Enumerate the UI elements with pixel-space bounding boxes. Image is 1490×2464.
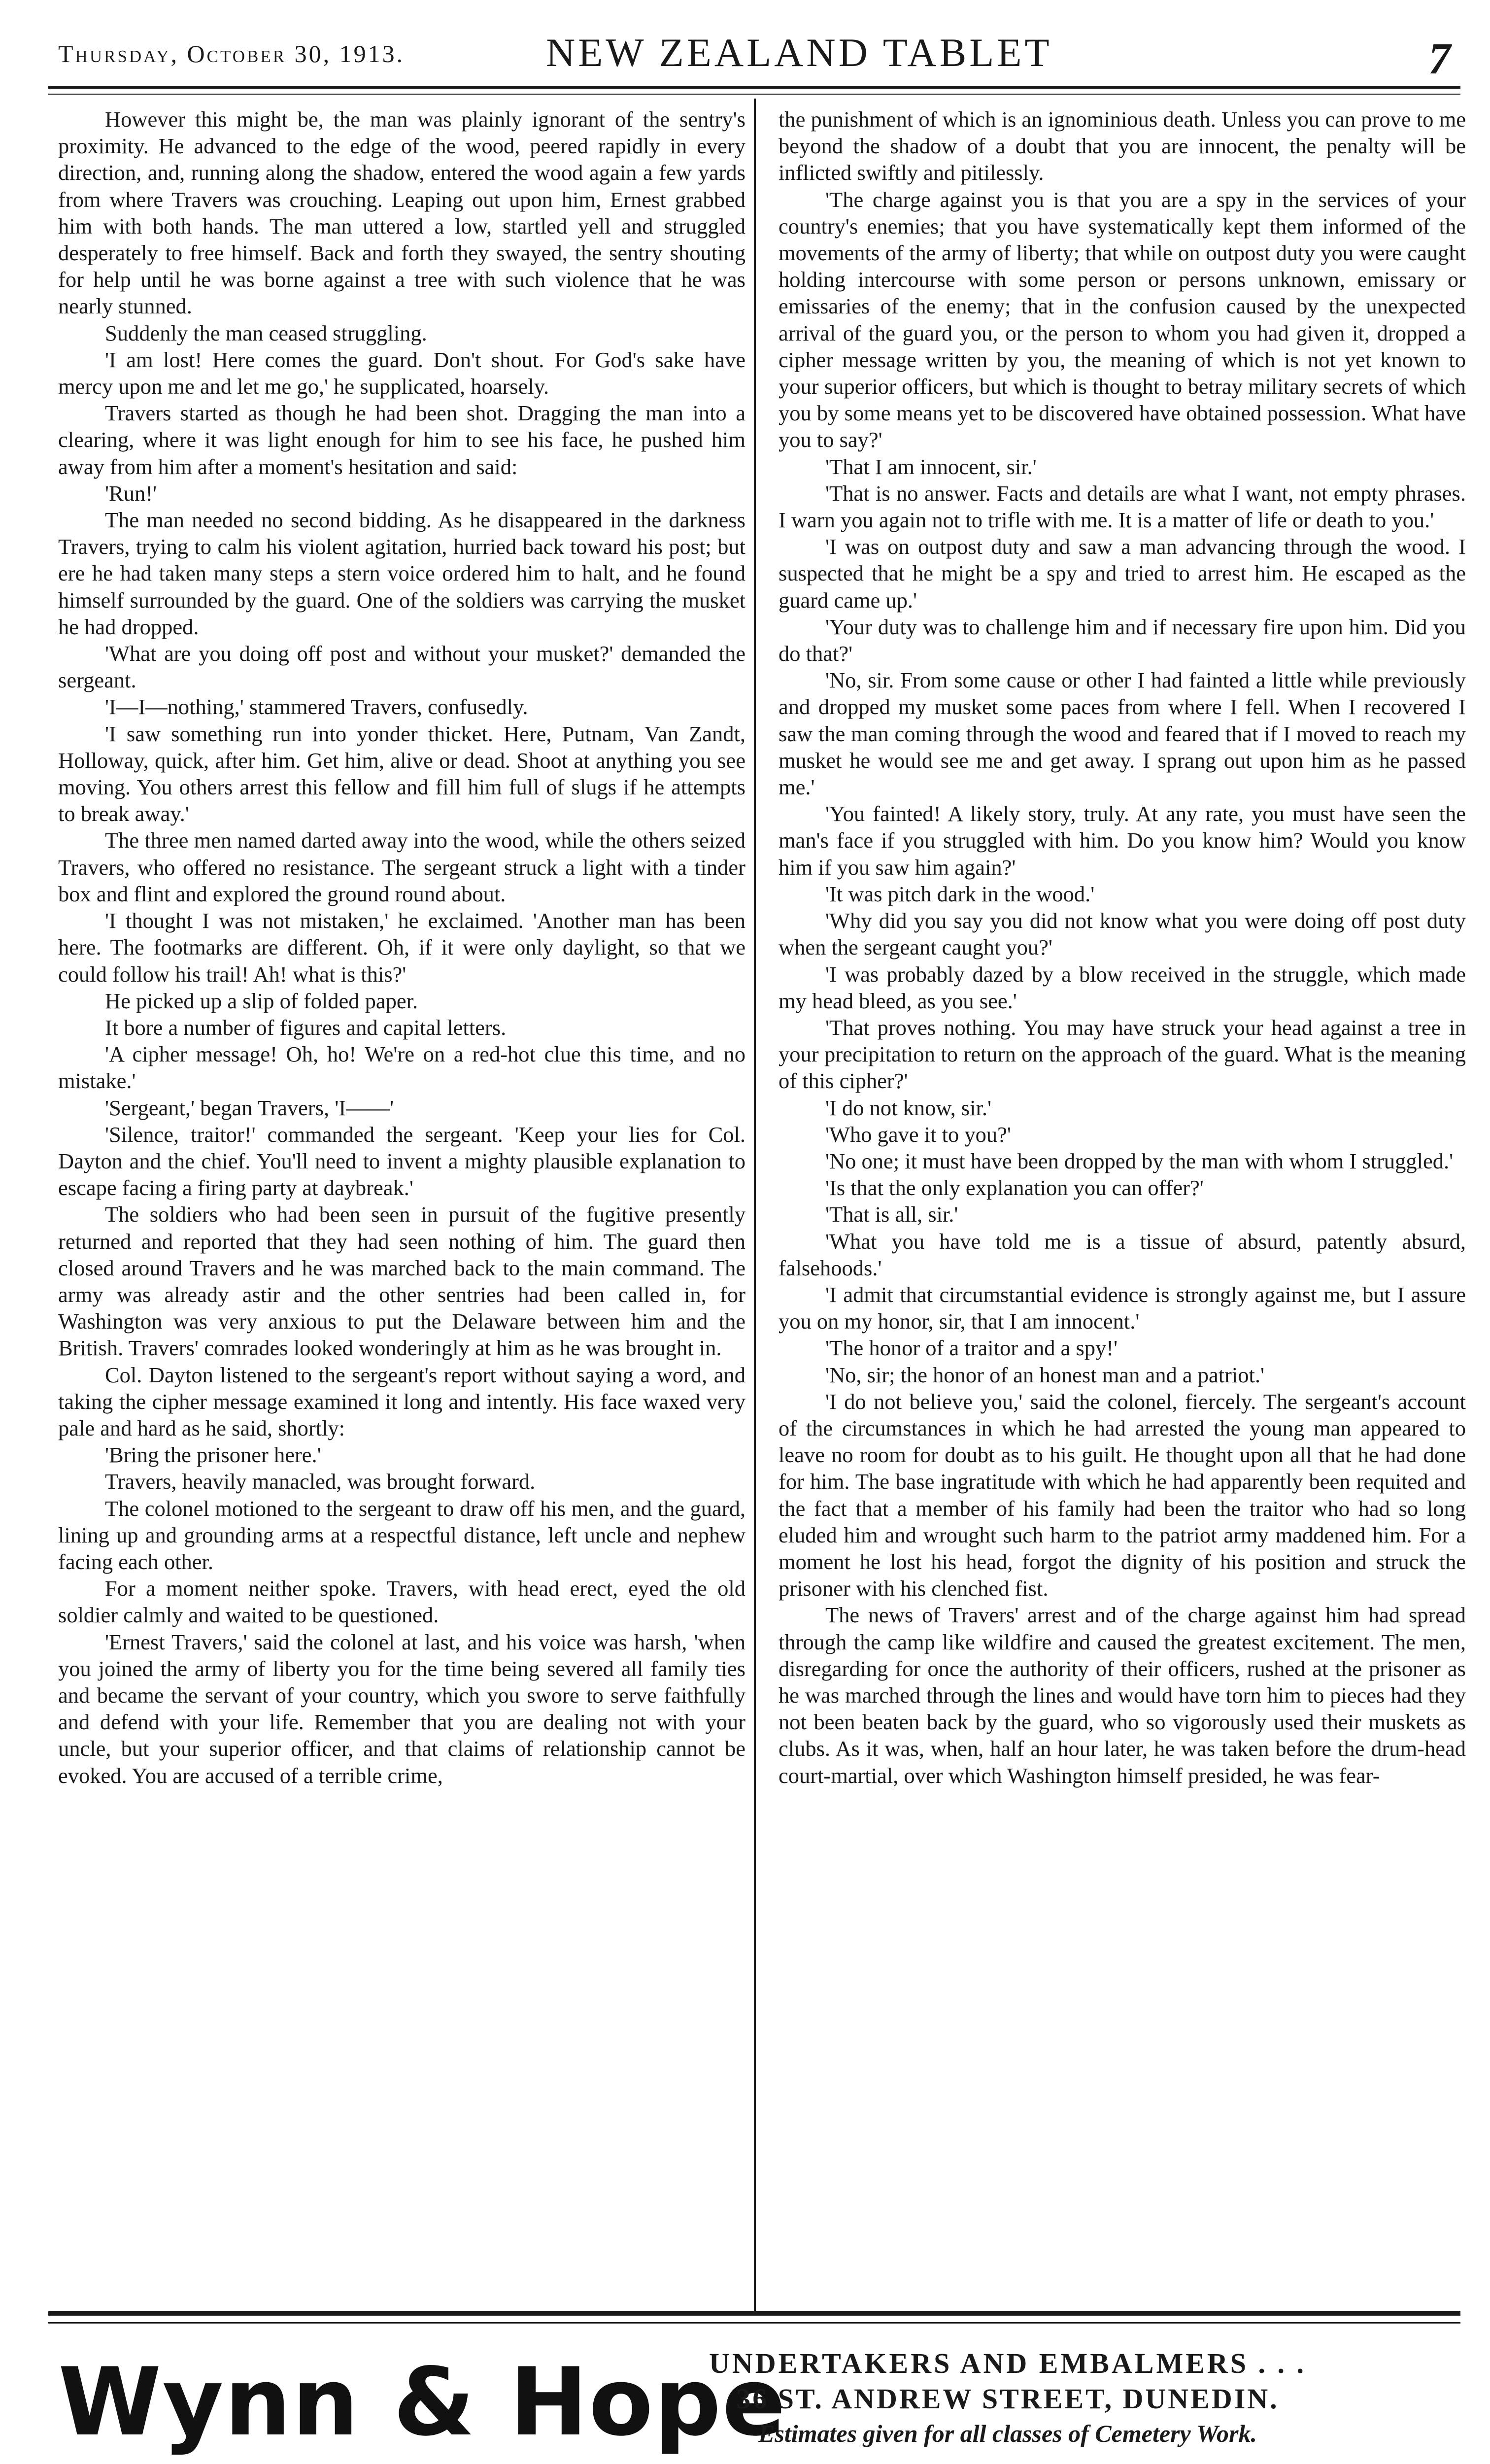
paragraph: However this might be, the man was plainly ignorant of the sentry's proximity. He advanced to the edge of the wood, peered rapidly in every direction, and, running along the shadow, entered the wood again a few yards from where Travers was crouching. Leaping out upon him, Ernest grabbed him with both hands. The man uttered a low, startled yell and struggled desperately to free himself. Back and forth they swayed, the sentry shouting for help until he was borne against a tree with such violence that he was nearly stunned. bbox=[58, 107, 745, 319]
advertisement-line-estimates: Estimates given for all classes of Cemetery Work. bbox=[758, 2420, 1257, 2447]
paragraph: 'What you have told me is a tissue of absurd, patently absurd, falsehoods.' bbox=[779, 1229, 1466, 1280]
header-rule bbox=[48, 86, 1460, 89]
paragraph: Travers, heavily manacled, was brought forward. bbox=[105, 1469, 536, 1494]
paragraph: 'That I am innocent, sir.' bbox=[825, 454, 1037, 479]
paragraph: 'I was probably dazed by a blow received in the struggle, which made my head bleed, as you see.' bbox=[779, 961, 1466, 1013]
paragraph: 'The charge against you is that you are a spy in the services of your country's enemies; that you have systematically kept them informed of the movements of the army of liberty; that while on outpost duty you were caught holding intercourse with some person or persons unknown, emissary or emissaries of the enemy; that in the confusion caused by the unexpected arrival of the guard you, or the person to whom you had given it, dropped a cipher message written by you, the meaning of which is not yet known to your superior officers, but which is thought to betray military secrets of which you by some means yet to be discovered have obtained possession. What have you to say?' bbox=[779, 187, 1466, 452]
paragraph: 'A cipher message! Oh, ho! We're on a red-hot clue this time, and no mistake.' bbox=[58, 1042, 745, 1094]
paragraph: 'I was on outpost duty and saw a man advancing through the wood. I suspected that he might be a spy and tried to arrest him. He escaped as the guard came up.' bbox=[779, 534, 1466, 613]
paragraph: The soldiers who had been seen in pursuit of the fugitive presently returned and reported that they had seen nothing of him. The guard then closed around Travers and he was marched back to the main command. The army was already astir and the other sentries had been called in, for Washington was very anxious to put the Delaware between him and the British. Travers' comrades looked wonderingly at him as he was brought in. bbox=[58, 1202, 745, 1361]
paragraph: The three men named darted away into the wood, while the others seized Travers, who offered no resistance. The sergeant struck a light with a tinder box and flint and explored the ground round about. bbox=[58, 828, 745, 906]
issue-date: Thursday, October 30, 1913. bbox=[58, 40, 405, 68]
advertisement-text bbox=[626, 2346, 1389, 2450]
footer-rule-thin bbox=[48, 2322, 1460, 2324]
paragraph: 'Is that the only explanation you can offer?' bbox=[825, 1175, 1204, 1200]
right-column-lead-paragraph: the punishment of which is an ignominious death. Unless you can prove to me beyond the shadow of a doubt that you are innocent, the penalty will be inflicted swiftly and pitilessly. bbox=[779, 107, 1466, 185]
paragraph: 'Sergeant,' began Travers, 'I——' bbox=[105, 1095, 394, 1120]
footer-rule bbox=[48, 2311, 1460, 2316]
column-divider bbox=[754, 99, 756, 2311]
paragraph: 'The honor of a traitor and a spy!' bbox=[825, 1335, 1118, 1361]
header-rule-thin bbox=[48, 94, 1460, 95]
paragraph: 'I admit that circumstantial evidence is strongly against me, but I assure you on my honor, sir, that I am innocent.' bbox=[779, 1282, 1466, 1334]
paragraph: Travers started as though he had been shot. Dragging the man into a clearing, where it was light enough for him to see his face, he pushed him away from him after a moment's hesitation and said: bbox=[58, 401, 745, 479]
right-column bbox=[779, 106, 1466, 2274]
paragraph: 'Run!' bbox=[105, 480, 157, 506]
page-header bbox=[48, 25, 1460, 99]
paragraph: 'I thought I was not mistaken,' he exclaimed. 'Another man has been here. The footmarks are different. Oh, if it were only daylight, so that we could follow his trail! Ah! what is this?' bbox=[58, 908, 745, 987]
paragraph: Suddenly the man ceased struggling. bbox=[105, 320, 427, 345]
paragraph: The colonel motioned to the sergeant to draw off his men, and the guard, lining up and grounding arms at a respectful distance, left uncle and nephew facing each other. bbox=[58, 1496, 745, 1574]
paragraph: 'Bring the prisoner here.' bbox=[105, 1442, 321, 1468]
paragraph: He picked up a slip of folded paper. bbox=[105, 988, 418, 1013]
paragraph: 'I—I—nothing,' stammered Travers, confusedly. bbox=[105, 694, 528, 719]
paragraph: 'No one; it must have been dropped by the man with whom I struggled.' bbox=[825, 1148, 1454, 1173]
paragraph: For a moment neither spoke. Travers, with head erect, eyed the old soldier calmly and waited to be questioned. bbox=[58, 1576, 745, 1628]
paragraph: 'Why did you say you did not know what you were doing off post duty when the sergeant caught you?' bbox=[779, 908, 1466, 960]
advertiser-logo: Wynn & Hope bbox=[58, 2348, 787, 2457]
left-column bbox=[58, 106, 745, 2274]
paragraph: 'You fainted! A likely story, truly. At any rate, you must have seen the man's face if you struggled with him. Do you know him? Would you know him if you saw him again?' bbox=[779, 801, 1466, 880]
paragraph: 'Your duty was to challenge him and if necessary fire upon him. Did you do that?' bbox=[779, 614, 1466, 666]
paragraph: 'I do not know, sir.' bbox=[825, 1095, 992, 1120]
advertisement-line-address: 36 ST. ANDREW STREET, DUNEDIN. bbox=[736, 2383, 1279, 2415]
paragraph: It bore a number of figures and capital letters. bbox=[105, 1015, 507, 1040]
paragraph: 'It was pitch dark in the wood.' bbox=[825, 881, 1095, 906]
page-number: 7 bbox=[1428, 34, 1451, 83]
advertisement-line-services: UNDERTAKERS AND EMBALMERS . . . bbox=[709, 2347, 1307, 2379]
paragraph: 'I saw something run into yonder thicket. Here, Putnam, Van Zandt, Holloway, quick, after him. Get him, alive or dead. Shoot at anything you see moving. You others arrest this fellow and fill him full of slugs if he attempts to break away.' bbox=[58, 721, 745, 826]
paragraph: Col. Dayton listened to the sergeant's report without saying a word, and taking the cipher message examined it long and intently. His face waxed very pale and hard as he said, shortly: bbox=[58, 1362, 745, 1440]
paragraph: 'Who gave it to you?' bbox=[825, 1122, 1011, 1147]
paragraph: 'I do not believe you,' said the colonel, fiercely. The sergeant's account of the circumstances in which he had arrested the young man appeared to leave no room for doubt as to his guilt. He thought upon all that he had done for him. The base ingratitude with which he had apparently been requited and the fact that a member of his family had been the traitor who had so long eluded him and wrought such harm to the patriot army maddened him. For a moment he lost his head, forgot the dignity of his position and struck the prisoner with his clenched fist. bbox=[779, 1389, 1466, 1601]
paragraph: 'Silence, traitor!' commanded the sergeant. 'Keep your lies for Col. Dayton and the chief. You'll need to invent a mighty plausible explanation to escape facing a firing party at daybreak.' bbox=[58, 1122, 745, 1200]
paragraph: 'Ernest Travers,' said the colonel at last, and his voice was harsh, 'when you joined the army of liberty you for the time being severed all family ties and became the servant of your country, which you swore to serve faithfully and defend with your life. Remember that you are dealing not with your uncle, but your superior officer, and that claims of relationship cannot be evoked. You are accused of a terrible crime, bbox=[58, 1629, 745, 1788]
paragraph: 'That is all, sir.' bbox=[825, 1202, 958, 1227]
paragraph: 'That is no answer. Facts and details are what I want, not empty phrases. I warn you again not to trifle with me. It is a matter of life or death to you.' bbox=[779, 480, 1466, 533]
paragraph: 'No, sir. From some cause or other I had fainted a little while previously and dropped my musket some paces from where I fell. When I recovered I saw the man coming through the wood and feared that if I moved to reach my musket he would see me and get away. I sprang out upon him as he passed me.' bbox=[779, 668, 1466, 800]
paragraph: 'No, sir; the honor of an honest man and a patriot.' bbox=[825, 1362, 1264, 1387]
paragraph: 'That proves nothing. You may have struck your head against a tree in your precipitation to return on the approach of the guard. What is the meaning of this cipher?' bbox=[779, 1015, 1466, 1094]
paragraph: 'I am lost! Here comes the guard. Don't shout. For God's sake have mercy upon me and let me go,' he supplicated, hoarsely. bbox=[58, 347, 745, 399]
paragraph: The man needed no second bidding. As he disappeared in the darkness Travers, trying to calm his violent agitation, hurried back toward his post; but ere he had taken many steps a stern voice ordered him to halt, and he found himself surrounded by the guard. One of the soldiers was carrying the musket he had dropped. bbox=[58, 508, 745, 639]
paragraph: 'What are you doing off post and without your musket?' demanded the sergeant. bbox=[58, 641, 745, 693]
paragraph: The news of Travers' arrest and of the charge against him had spread through the camp like wildfire and caused the greatest excitement. The men, disregarding for once the authority of their officers, rushed at the prisoner as he was marched through the lines and would have torn him to pieces had they not been beaten back by the guard, who so vigorously used their muskets as clubs. As it was, when, half an hour later, he was taken before the drum-head court-martial, over which Washington himself presided, he was fear- bbox=[779, 1603, 1466, 1788]
masthead-title: NEW ZEALAND TABLET bbox=[546, 30, 1052, 75]
